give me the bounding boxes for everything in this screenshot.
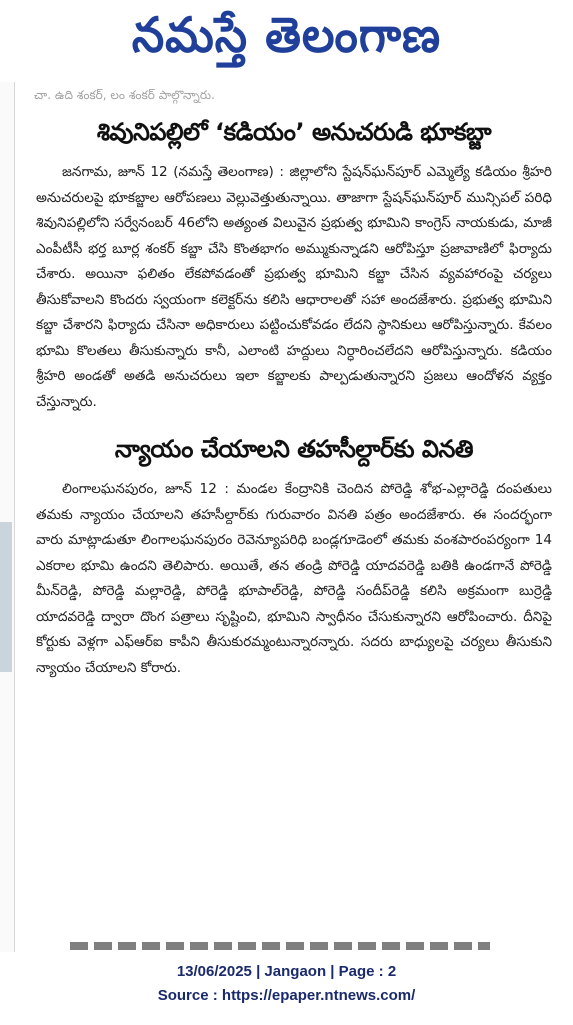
masthead bbox=[0, 0, 573, 82]
article-2-headline: న్యాయం చేయాలని తహసీల్దార్‌కు వినతి bbox=[114, 435, 474, 463]
footer bbox=[0, 960, 573, 1008]
previous-article-fragment: చా. ఉది శంకర్, లం శంకర్ పాల్గొన్నారు. bbox=[34, 88, 215, 102]
article-2 bbox=[34, 435, 554, 681]
newspaper-logo: నమస్తే తెలంగాణ bbox=[131, 6, 442, 64]
article-column bbox=[34, 82, 554, 681]
next-article-fragment bbox=[70, 936, 490, 950]
footer-date-edition: 13/06/2025 | Jangaon | Page : 2 bbox=[176, 963, 397, 980]
article-1-headline: శివునిపల్లిలో ‘కడియం’ అనుచరుడి భూకబ్జా bbox=[96, 118, 492, 146]
article-1 bbox=[34, 118, 554, 415]
article-1-body: జనగామ, జూన్ 12 (నమస్తే తెలంగాణ) : జిల్లాలోని స్టేషన్‌ఘన్‌పూర్ ఎమ్మెల్యే కడియం శ్రీహరి అనుచరులపై భూకబ్జాల ఆరోపణలు వెల్లువెత్తుతున్నాయి. తాజాగా స్టేషన్‌ఘన్‌పూర్ మున్సిపల్ పరిధి శివునిపల్లిలోని సర్వేనంబర్ 46లోని అత్యంత విలువైన ప్రభుత్వ భూమిని కాంగ్రెస్ నాయకుడు, మాజీ ఎంపీటీసీ భర్త బూర్ల శంకర్ కబ్జా చేసి కొంతభాగం అమ్ముకున్నాడని ఆరోపిస్తూ ప్రజావాణిలో ఫిర్యాదు చేశారు. అయినా ఫలితం లేకపోవడంతో ప్రభుత్వ భూమిని కబ్జా చేసిన వ్యవహారంపై చర్యలు తీసుకోవాలని కొందరు స్వయంగా కలెక్టర్‌ను కలిసి ఆధారాలతో సహా అందజేశారు. ప్రభుత్వ భూమిని కబ్జా చేశారని ఫిర్యాదు చేసినా అధికారులు పట్టించుకోవడం లేదని స్థానికులు ఆరోపిస్తున్నారు. కేవలం భూమి కొలతలు తీసుకున్నారు కానీ, ఎలాంటి హద్దులు నిర్ధారించలేదని ఆరోపిస్తున్నారు. కడియం శ్రీహరి అండతో అతడి అనుచరులు ఇలా కబ్జాలకు పాల్పడుతున్నారని ప్రజలు ఆందోళన వ్యక్తం చేస్తున్నారు. bbox=[36, 164, 552, 410]
footer-source: Source : https://epaper.ntnews.com/ bbox=[157, 987, 416, 1004]
left-margin-adjacent-column bbox=[0, 82, 15, 952]
article-2-body: లింగాలఘనపురం, జూన్ 12 : మండల కేంద్రానికి చెందిన పోరెడ్డి శోభ-ఎల్లారెడ్డి దంపతులు తమకు న్యాయం చేయాలని తహసీల్దార్‌కు గురువారం వినతి పత్రం అందజేశారు. ఈ సందర్భంగా వారు మాట్లాడుతూ లింగాలఘనపురం రెవెన్యూపరిధి బండ్లగూడెంలో తమకు వంశపారంపర్యంగా 14 ఎకరాల భూమి ఉందని తెలిపారు. అయితే, తన తండ్రి పోరెడ్డి యాదవరెడ్డి బతికి ఉండగానే పోరెడ్డి మీన్‌రెడ్డి, పోరెడ్డి మల్లారెడ్డి, పోరెడ్డి భూపాల్‌రెడ్డి, పోరెడ్డి సందీప్‌రెడ్డి కలిసి అక్రమంగా బుర్రెడ్డి యాదవరెడ్డి ద్వారా దొంగ పత్రాలు సృష్టించి, భూమిని స్వాధీనం చేసుకున్నారని ఆరోపించారు. దీనిపై కోర్టుకు వెళ్లగా ఎఫ్ఆర్ఐ కాపీని తీసుకురమ్మంటున్నారన్నారు. సదరు బాధ్యులపై చర్యలు తీసుకుని న్యాయం చేయాలని కోరారు. bbox=[36, 481, 552, 676]
